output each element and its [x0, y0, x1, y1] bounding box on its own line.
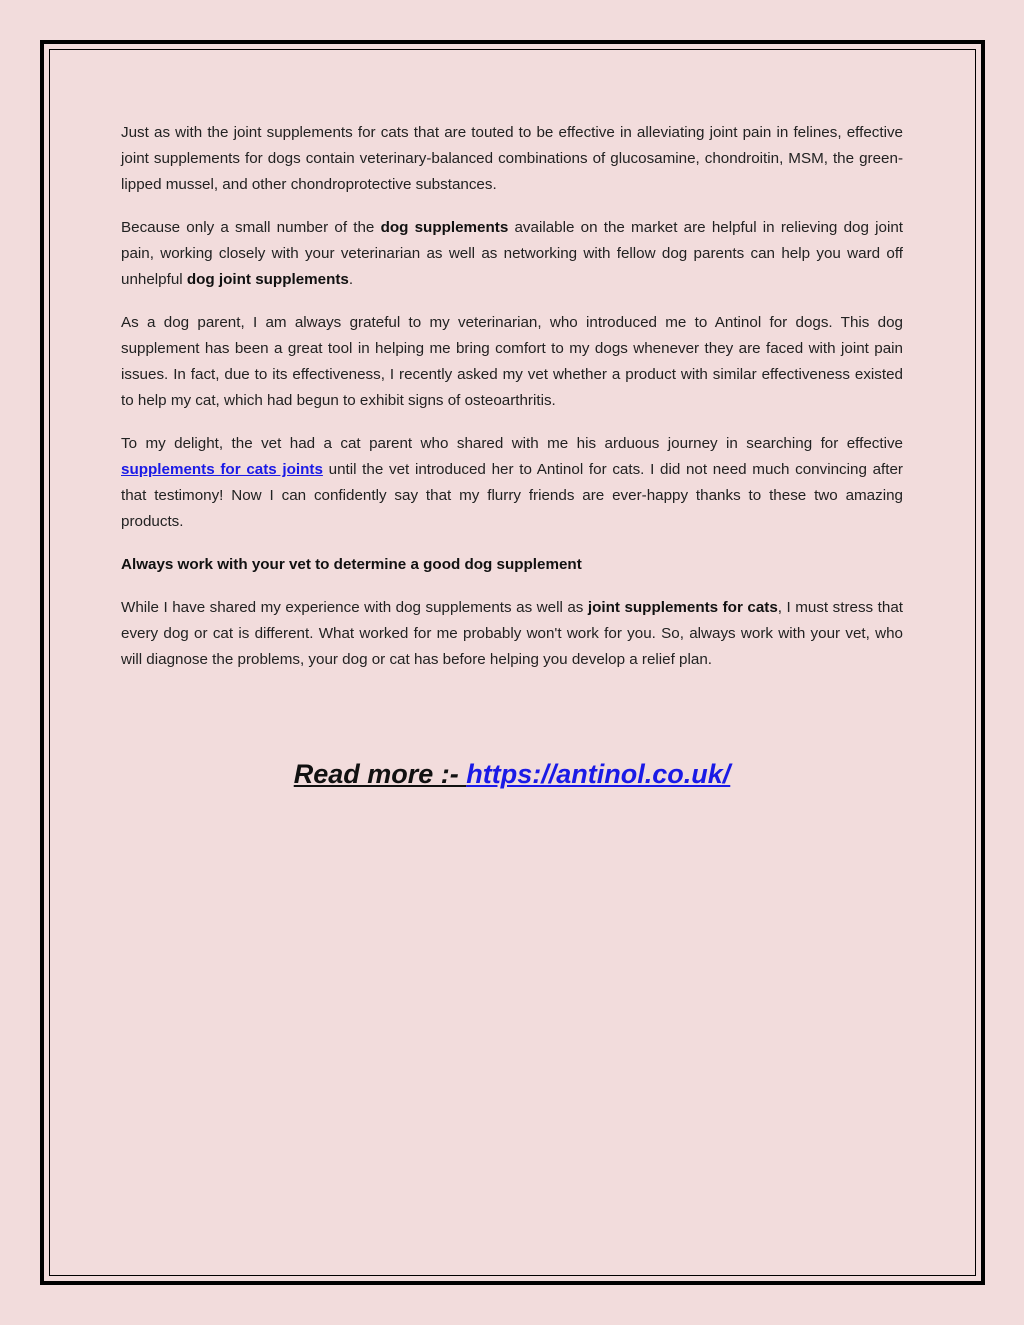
supplements-for-cats-joints-link[interactable]: supplements for cats joints	[121, 461, 323, 478]
paragraph-2-text-after: .	[348, 271, 354, 288]
paragraph-3: As a dog parent, I am always grateful to my veterinarian, who introduced me to Antinol for dogs. This dog supplement has been a great tool in helping me bring comfort to my dogs whenever they are faced with joint pain issues. In fact, due to its effectiveness, I recently asked my vet whether a product with similar effectiveness existed to help my cat, which had begun to exhibit signs of osteoarthritis.	[121, 314, 903, 409]
read-more-link[interactable]: https://antinol.co.uk/	[466, 759, 731, 789]
read-more-line	[0, 754, 1024, 794]
paragraph-2-text-middle: available on the market are helpful in relieving dog joint pain, working closely with your veterinarian as well as networking with fellow dog parents can help you ward off unhelpful	[121, 219, 903, 288]
paragraph-4-text-after: until the vet introduced her to Antinol for cats. I did not need much convincing after that testimony! Now I can confidently say that my flurry friends are ever-happy thanks to these two amazing products.	[121, 461, 903, 530]
dog-supplements-bold: dog supplements	[380, 219, 509, 236]
paragraph-5-text-after: , I must stress that every dog or cat is different. What worked for me probably won't work for you. So, always work with your vet, who will diagnose the problems, your dog or cat has before helping you develop a relief plan.	[121, 599, 903, 668]
dog-joint-supplements-bold: dog joint supplements	[186, 271, 349, 288]
paragraph-2-text-before: Because only a small number of the	[121, 219, 381, 236]
paragraph-5	[121, 595, 903, 673]
paragraph-4	[121, 431, 903, 535]
article-body	[121, 120, 903, 690]
read-more-label: Read more :-	[293, 759, 467, 789]
joint-supplements-for-cats-bold: joint supplements for cats	[587, 599, 778, 616]
paragraph-1: Just as with the joint supplements for cats that are touted to be effective in alleviating joint pain in felines, effective joint supplements for dogs contain veterinary-balanced combinations of glucosamine, chondroitin, MSM, the green-lipped mussel, and other chondroprotective substances.	[121, 124, 903, 193]
section-heading: Always work with your vet to determine a good dog supplement	[121, 556, 582, 573]
paragraph-2	[121, 215, 903, 293]
paragraph-4-text-before: To my delight, the vet had a cat parent who shared with me his arduous journey in searching for effective	[121, 435, 903, 452]
paragraph-5-text-before: While I have shared my experience with dog supplements as well as	[121, 599, 588, 616]
